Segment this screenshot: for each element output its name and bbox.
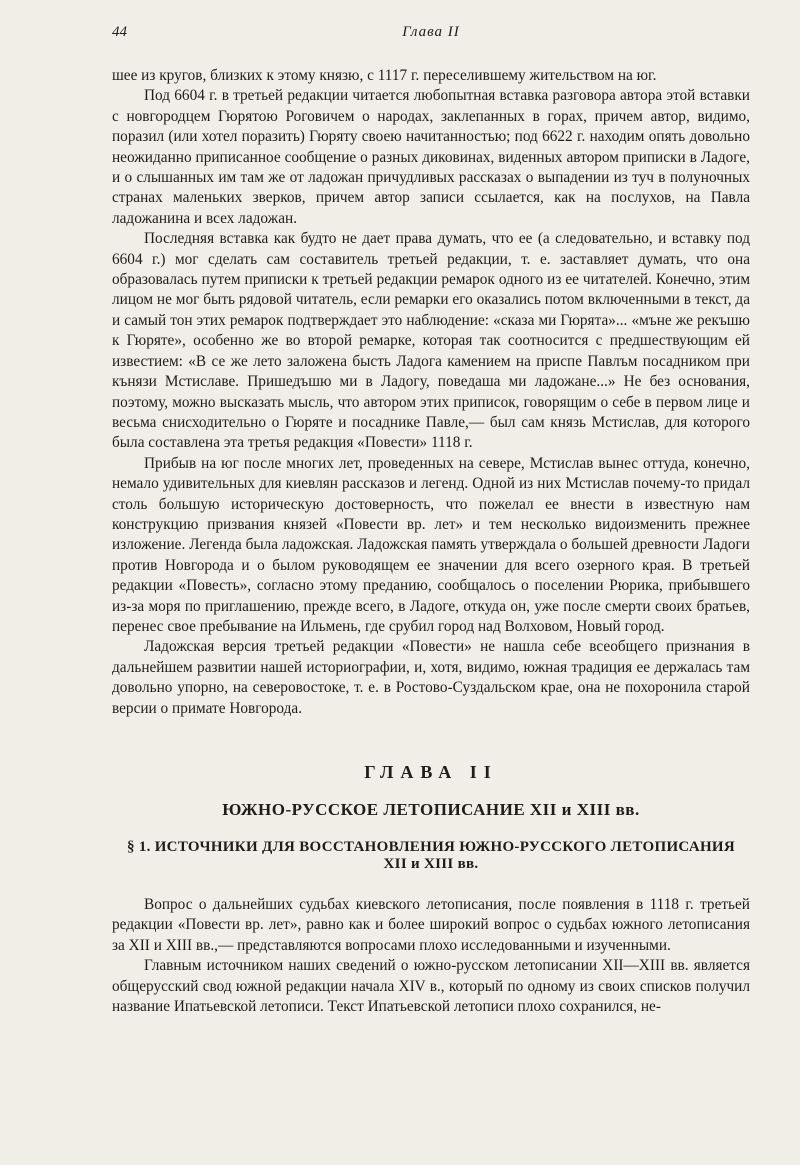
paragraph-continuation: шее из кругов, близких к этому князю, с 1117 г. переселившему жительством на юг. [112,67,657,84]
section-title-line-1: § 1. ИСТОЧНИКИ ДЛЯ ВОССТАНОВЛЕНИЯ ЮЖНО-РУССКОГО ЛЕТОПИСАНИЯ [126,839,736,855]
paragraph: Прибыв на юг после многих лет, проведенных на севере, Мстислав вынес оттуда, конечно, немало удивительных для киевлян рассказов и легенд. Одной из них Мстислав почему-то придал столь большую историческую достоверность, что пожелал ее внести в известную нам конструкцию призвания князей «Повести вр. лет» и тем несколько видоизменить прежнее изложение. Легенда была ладожская. Ладожская память утверждала о большей древности Ладоги против Новгорода и о былом руководящем ее значении для всего озерного края. В третьей редакции «Повесть», согласно этому преданию, сообщалось о поселении Рюрика, прибывшего из-за моря по приглашению, прежде всего, в Ладоге, откуда он, уже после смерти своих братьев, перенес свое пребывание на Ильмень, где срубил город над Волховом, Новый город. [112,454,750,635]
running-head: Глава II [402,24,460,40]
main-text [112,66,750,719]
book-page [112,24,750,1017]
section-text [112,895,750,1017]
paragraph: Вопрос о дальнейших судьбах киевского летописания, после появления в 1118 г. третьей редакции «Повести вр. лет», равно как и более широкий вопрос о судьбах южного летописания за XII и XIII вв.,— представляются вопросами плохо исследованными и изученными. [112,896,750,954]
paragraph: Последняя вставка как будто не дает права думать, что ее (а следовательно, и вставку под 6604 г.) мог сделать сам составитель третьей редакции, т. е. заставляет думать, что она образовалась путем приписки к третьей редакции ремарок одного из ее читателей. Конечно, этим лицом не мог быть рядовой читатель, если ремарки его оказались потом включенными в текст, да и самый тон этих ремарок подтверждает это наблюдение: «сказа ми Гюрята»... «мъне же рекъшю к Гюряте», особенно же во второй ремарке, которая так соотносится с предшествующим ей известием: «В се же лето заложена бысть Ладога камением на приспе Павлъм посадником при кънязи Мстиславе. Пришедъшю ми в Ладогу, поведаша ми ладожане...» Не без основания, поэтому, можно высказать мысль, что автором этих приписок, говорящим о себе в первом лице и весьма снисходительно о Гюряте и посаднике Павле,— был сам князь Мстислав, для которого была составлена эта третья редакция «Повести» 1118 г. [112,230,750,452]
paragraph: Главным источником наших сведений о южно-русском летописании XII—XIII вв. является общерусский свод южной редакции начала XIV в., который по одному из своих списков получил название Ипатьевской летописи. Текст Ипатьевской летописи плохо сохранился, не- [112,957,750,1016]
section-title-line-2: XII и XIII вв. [383,856,479,872]
chapter-subtitle: ЮЖНО-РУССКОЕ ЛЕТОПИСАНИЕ XII и XIII вв. [222,800,640,819]
section-title [112,839,750,873]
paragraph: Под 6604 г. в третьей редакции читается любопытная вставка разговора автора этой вставки с новгородцем Гюрятою Роговичем о народах, заклепанных в горах, причем автор, видимо, поразил (или хотел поразить) Гюряту своею начитанностью; под 6622 г. находим опять довольно неожиданно приписанное сообщение о разных диковинах, виденных автором приписки в Ладоге, и о слышанных им там же от ладожан причудливых рассказах о выпадении из туч в полуночных странах маленьких зверков, причем автор записи ссылается, как на послухов, на Павла ладожанина и всех ладожан. [112,87,750,227]
paragraph: Ладожская версия третьей редакции «Повести» не нашла себе всеобщего признания в дальнейшем развитии нашей историографии, и, хотя, видимо, южная традиция ее держалась там довольно упорно, на северовостоке, т. е. в Ростово-Суздальском крае, она не похоронила старой версии о примате Новгорода. [112,638,750,717]
chapter-title: ГЛАВА II [364,762,498,782]
page-number: 44 [112,24,127,40]
page-header [112,24,750,50]
